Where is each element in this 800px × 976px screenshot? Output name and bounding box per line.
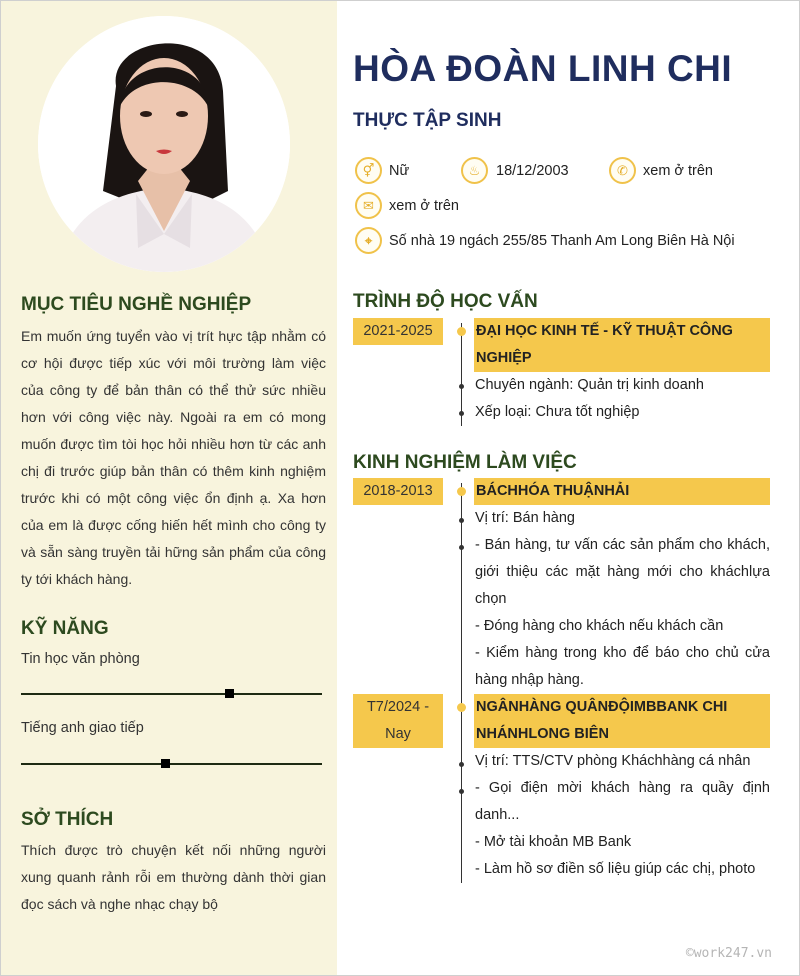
phone-icon: ✆ <box>609 157 636 184</box>
objective-title: MỤC TIÊU NGHỀ NGHIỆP <box>21 294 252 315</box>
full-name: HÒA ĐOÀN LINH CHI <box>353 48 733 89</box>
skill-name: Tiếng anh giao tiếp <box>21 720 144 736</box>
contact-email <box>355 192 459 219</box>
contact-value: 18/12/2003 <box>496 162 569 179</box>
mail-icon: ✉ <box>355 192 382 219</box>
bullet-dot <box>459 545 464 550</box>
job-title: THỰC TẬP SINH <box>353 110 502 131</box>
gender-icon: ⚥ <box>355 157 382 184</box>
education-date: 2021-2025 <box>353 318 443 345</box>
bullet-dot <box>459 518 464 523</box>
job-company: NGÂNHÀNG QUÂNĐỘIMBBANK CHI NHÁNHLONG BIÊN <box>474 694 770 748</box>
education-detail: Chuyên ngành: Quản trị kinh doanh <box>475 377 704 393</box>
skills-title: KỸ NĂNG <box>21 618 109 639</box>
contact-value: xem ở trên <box>389 197 459 214</box>
bullet-dot <box>459 384 464 389</box>
timeline-line <box>461 483 462 883</box>
education-school: ĐẠI HỌC KINH TẾ - KỸ THUẬT CÔNG NGHIỆP <box>474 318 770 372</box>
skill-name: Tin học văn phòng <box>21 651 140 667</box>
objective-text: Em muốn ứng tuyển vào vị trít hực tập nhằm có cơ hội được tiếp xúc với môi trường làm việc của công ty để bản thân có thể thử sức nhiều hơn với công việc này. Ngoài ra em có mong muốn được tìm tòi học hỏi nhiều hơn từ các anh chị đi trước giúp bản thân có thêm kinh nghiệm trước khi có một công việc ổn định ạ. Xa hơn của em là được cống hiến hết mình cho công ty và sẵn sàng truyền tải hững sản phẩm của công ty tới khách hàng. <box>21 328 326 587</box>
job-line: - Kiểm hàng trong kho để báo cho chủ cửa hàng nhập hàng. <box>475 645 770 688</box>
bullet-dot <box>459 411 464 416</box>
skill-level-marker <box>161 759 170 768</box>
watermark: ©work247.vn <box>685 946 772 961</box>
job-line: - Mở tài khoản MB Bank <box>475 834 632 850</box>
contact-value: Số nhà 19 ngách 255/85 Thanh Am Long Biên Hà Nội <box>389 232 735 249</box>
bullet-dot <box>459 789 464 794</box>
contact-value: Nữ <box>389 162 410 179</box>
bullet-dot <box>459 762 464 767</box>
experience-title: KINH NGHIỆM LÀM VIỆC <box>353 452 577 473</box>
contact-value: xem ở trên <box>643 162 713 179</box>
education-detail: Xếp loại: Chưa tốt nghiệp <box>475 404 640 420</box>
hobbies-title: SỞ THÍCH <box>21 809 114 830</box>
skill-bar <box>21 763 322 765</box>
timeline-dot <box>457 327 466 336</box>
timeline-dot <box>457 487 466 496</box>
job-line: - Bán hàng, tư vấn các sản phẩm cho khách, giới thiệu các mặt hàng mới cho kháchlựa chọn <box>475 537 770 607</box>
job-date: T7/2024 - Nay <box>353 694 443 748</box>
job-line: Vị trí: TTS/CTV phòng Kháchhàng cá nhân <box>475 753 751 769</box>
education-title: TRÌNH ĐỘ HỌC VẤN <box>353 291 538 312</box>
cake-icon: ♨ <box>461 157 488 184</box>
map-icon: ⌖ <box>355 227 382 254</box>
profile-photo <box>38 16 290 272</box>
job-line: Vị trí: Bán hàng <box>475 510 575 526</box>
contact-birthday <box>461 157 569 184</box>
skill-level-marker <box>225 689 234 698</box>
job-line: - Gọi điện mời khách hàng ra quầy định danh... <box>475 780 770 823</box>
timeline-dot <box>457 703 466 712</box>
hobbies-text: Thích được trò chuyện kết nối những người xung quanh rảnh rỗi em thường dành thời gian đọc sách và nghe nhạc chạy bộ <box>21 842 326 912</box>
contact-gender <box>355 157 409 184</box>
job-company: BÁCHHÓA THUẬNHẢI <box>474 478 770 505</box>
job-date: 2018-2013 <box>353 478 443 505</box>
job-line: - Đóng hàng cho khách nếu khách cần <box>475 618 724 634</box>
job-line: - Làm hồ sơ điền số liệu giúp các chị, photo <box>475 861 756 877</box>
contact-phone <box>609 157 713 184</box>
skill-bar <box>21 693 322 695</box>
contact-address <box>355 227 735 254</box>
portrait-illustration <box>38 16 290 272</box>
